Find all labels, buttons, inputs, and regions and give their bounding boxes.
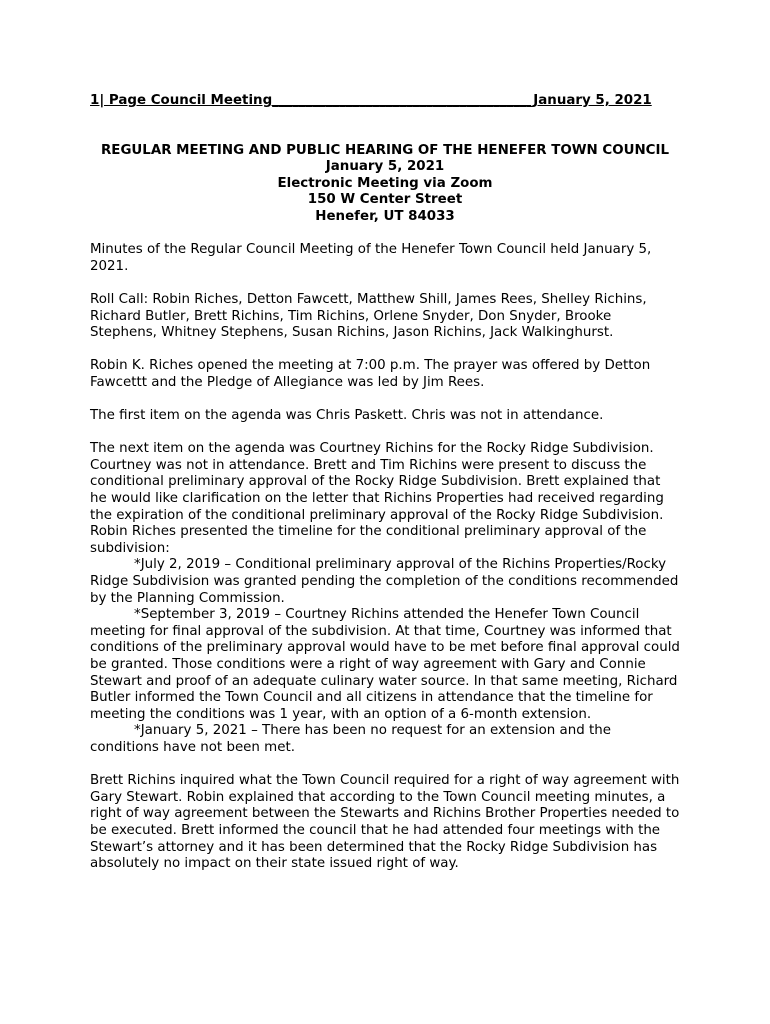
document-page [90, 93, 680, 873]
page-header: 1| Page Council Meeting_______________________________________January 5, 2021 [90, 93, 652, 108]
opening-paragraph: Robin K. Riches opened the meeting at 7:00 p.m. The prayer was offered by Detton Fawcettt and the Pledge of Allegiance was led by Jim Rees. [90, 358, 651, 390]
meeting-city: Henefer, UT 84033 [315, 208, 455, 224]
meeting-venue: Electronic Meeting via Zoom [277, 175, 493, 191]
meeting-date: January 5, 2021 [325, 159, 445, 175]
meeting-street: 150 W Center Street [307, 192, 463, 208]
right-of-way-paragraph: Brett Richins inquired what the Town Council required for a right of way agreement with Gary Stewart. Robin explained that according to the Town Council meeting minutes, a right of way agreement between the Stewarts and Richins Brother Properties needed to be executed. Brett informed the council that he had attended four meetings with the Stewart’s attorney and it has been determined that the Rocky Ridge Subdivision has absolutely no impact on their state issued right of way. [90, 773, 680, 872]
roll-call-paragraph: Roll Call: Robin Riches, Detton Fawcett, Matthew Shill, James Rees, Shelley Richins, Richard Butler, Brett Richins, Tim Richins, Orlene Snyder, Don Snyder, Brooke Stephens, Whitney Stephens, Susan Richins, Jason Richins, Jack Walkinghurst. [90, 291, 647, 341]
next-item-paragraph: The next item on the agenda was Courtney Richins for the Rocky Ridge Subdivision. Courtney was not in attendance. Brett and Tim Richins were present to discuss the conditional preliminary approval of the Rocky Ridge Subdivision. Brett explained that he would like clarification on the letter that Richins Properties had received regarding the expiration of the conditional preliminary approval of the Rocky Ridge Subdivision. Robin Riches presented the timeline for the conditional preliminary approval of the subdivision: [90, 441, 664, 556]
timeline-entry-2: *September 3, 2019 – Courtney Richins attended the Henefer Town Council meeting for final approval of the subdivision. At that time, Courtney was informed that conditions of the preliminary approval would have to be met before final approval could be granted. Those conditions were a right of way agreement with Gary and Connie Stewart and proof of an adequate culinary water source. In that same meeting, Richard Butler informed the Town Council and all citizens in attendance that the timeline for meeting the conditions was 1 year, with an option of a 6-month extension. [90, 607, 680, 722]
meeting-title-block [90, 143, 680, 226]
first-item-paragraph: The first item on the agenda was Chris Paskett. Chris was not in attendance. [90, 408, 604, 424]
meeting-title: REGULAR MEETING AND PUBLIC HEARING OF THE HENEFER TOWN COUNCIL [100, 142, 669, 158]
timeline-entry-3: *January 5, 2021 – There has been no request for an extension and the conditions have not been met. [90, 723, 611, 755]
minutes-intro-paragraph: Minutes of the Regular Council Meeting of the Henefer Town Council held January 5, 2021. [90, 242, 652, 274]
timeline-entry-1: *July 2, 2019 – Conditional preliminary approval of the Richins Properties/Rocky Ridge Subdivision was granted pending the completion of the conditions recommended by the Planning Commission. [90, 557, 679, 606]
